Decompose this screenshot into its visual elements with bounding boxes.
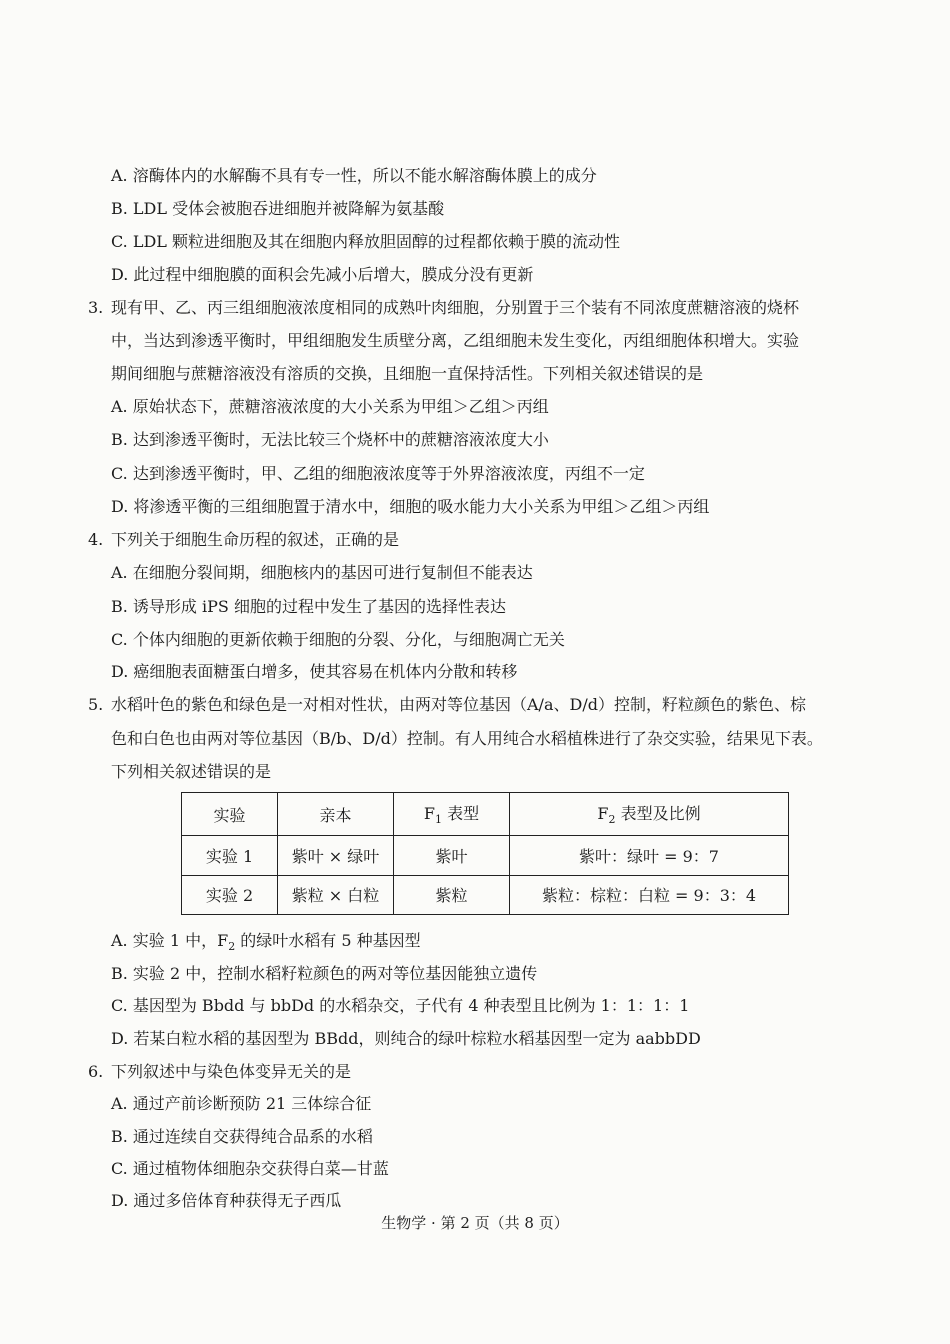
- header-experiment: 实验: [182, 793, 278, 836]
- table-cell: 紫粒：棕粒：白粒 = 9：3：4: [510, 875, 789, 914]
- table-cell: 紫叶: [394, 836, 510, 875]
- header-parents: 亲本: [278, 793, 394, 836]
- q4-number: 4.: [88, 530, 104, 549]
- q5-option-b: B. 实验 2 中，控制水稻籽粒颜色的两对等位基因能独立遗传: [111, 964, 538, 983]
- q3-option-c: C. 达到渗透平衡时，甲、乙组的细胞液浓度等于外界溶液浓度，丙组不一定: [111, 464, 645, 483]
- q6-option-d: D. 通过多倍体育种获得无子西瓜: [111, 1191, 342, 1210]
- q4-option-c: C. 个体内细胞的更新依赖于细胞的分裂、分化，与细胞凋亡无关: [111, 630, 565, 649]
- q2-option-c: C. LDL 颗粒进细胞及其在细胞内释放胆固醇的过程都依赖于膜的流动性: [111, 232, 621, 251]
- q3-option-d: D. 将渗透平衡的三组细胞置于清水中，细胞的吸水能力大小关系为甲组＞乙组＞丙组: [111, 497, 710, 516]
- q3-number: 3.: [88, 298, 104, 317]
- q5-option-a: A. 实验 1 中，$F_2$ 的绿叶水稻有 5 种基因型: [111, 931, 421, 954]
- q4-option-a: A. 在细胞分裂间期，细胞核内的基因可进行复制但不能表达: [111, 563, 533, 582]
- table-cell: 实验 1: [182, 836, 278, 875]
- q5-option-c: C. 基因型为 Bbdd 与 bbDd 的水稻杂交，子代有 4 种表型且比例为 1：1：1：1: [111, 996, 690, 1015]
- q6-stem: 6. 下列叙述中与染色体变异无关的是: [88, 1062, 352, 1081]
- q5-number: 5.: [88, 695, 104, 714]
- q3-option-a: A. 原始状态下，蔗糖溶液浓度的大小关系为甲组＞乙组＞丙组: [111, 397, 549, 416]
- q5-option-d: D. 若某白粒水稻的基因型为 BBdd，则纯合的绿叶棕粒水稻基因型一定为 aabbDD: [111, 1029, 701, 1048]
- q2-option-a: A. 溶酶体内的水解酶不具有专一性，所以不能水解溶酶体膜上的成分: [111, 166, 597, 185]
- table-cell: 紫粒 × 白粒: [278, 875, 394, 914]
- page-footer: 生物学 · 第 2 页（共 8 页）: [381, 1214, 569, 1232]
- q6-option-b: B. 通过连续自交获得纯合品系的水稻: [111, 1127, 373, 1146]
- q4-option-b: B. 诱导形成 iPS 细胞的过程中发生了基因的选择性表达: [111, 597, 506, 616]
- q3-stem-line-3: 期间细胞与蔗糖溶液没有溶质的交换，且细胞一直保持活性。下列相关叙述错误的是: [111, 364, 704, 383]
- q3-stem-line-2: 中，当达到渗透平衡时，甲组细胞发生质壁分离，乙组细胞未发生变化，丙组细胞体积增大。实验: [111, 331, 800, 350]
- q3-stem-line-1: 3. 现有甲、乙、丙三组细胞液浓度相同的成熟叶肉细胞，分别置于三个装有不同浓度蔗糖溶液的烧杯: [88, 298, 800, 317]
- q4-stem: 4. 下列关于细胞生命历程的叙述，正确的是: [88, 530, 400, 549]
- q5-stem-line-1: 5. 水稻叶色的紫色和绿色是一对相对性状，由两对等位基因（A/a、D/d）控制，籽粒颜色的紫色、棕: [88, 695, 806, 714]
- q5-stem-line-2: 色和白色也由两对等位基因（B/b、D/d）控制。有人用纯合水稻植株进行了杂交实验，结果见下表。: [111, 729, 823, 748]
- q3-option-b: B. 达到渗透平衡时，无法比较三个烧杯中的蔗糖溶液浓度大小: [111, 430, 549, 449]
- table-cell: 紫叶 × 绿叶: [278, 836, 394, 875]
- table-row: [182, 836, 789, 875]
- q6-number: 6.: [88, 1062, 104, 1081]
- q6-option-a: A. 通过产前诊断预防 21 三体综合征: [111, 1094, 372, 1113]
- q5-stem-line-3: 下列相关叙述错误的是: [111, 762, 272, 781]
- table-header-row: [182, 793, 789, 836]
- experiment-table: [181, 792, 789, 915]
- table-cell: 紫粒: [394, 875, 510, 914]
- q4-option-d: D. 癌细胞表面糖蛋白增多，使其容易在机体内分散和转移: [111, 662, 518, 681]
- q6-option-c: C. 通过植物体细胞杂交获得白菜—甘蓝: [111, 1159, 389, 1178]
- table-row: [182, 875, 789, 914]
- table-cell: 实验 2: [182, 875, 278, 914]
- table-cell: 紫叶：绿叶 = 9：7: [510, 836, 789, 875]
- q2-option-d: D. 此过程中细胞膜的面积会先减小后增大，膜成分没有更新: [111, 265, 534, 284]
- header-f1-phenotype: $F_1$ 表型: [394, 793, 510, 836]
- header-f2-phenotype-ratio: $F_2$ 表型及比例: [510, 793, 789, 836]
- q2-option-b: B. LDL 受体会被胞吞进细胞并被降解为氨基酸: [111, 199, 445, 218]
